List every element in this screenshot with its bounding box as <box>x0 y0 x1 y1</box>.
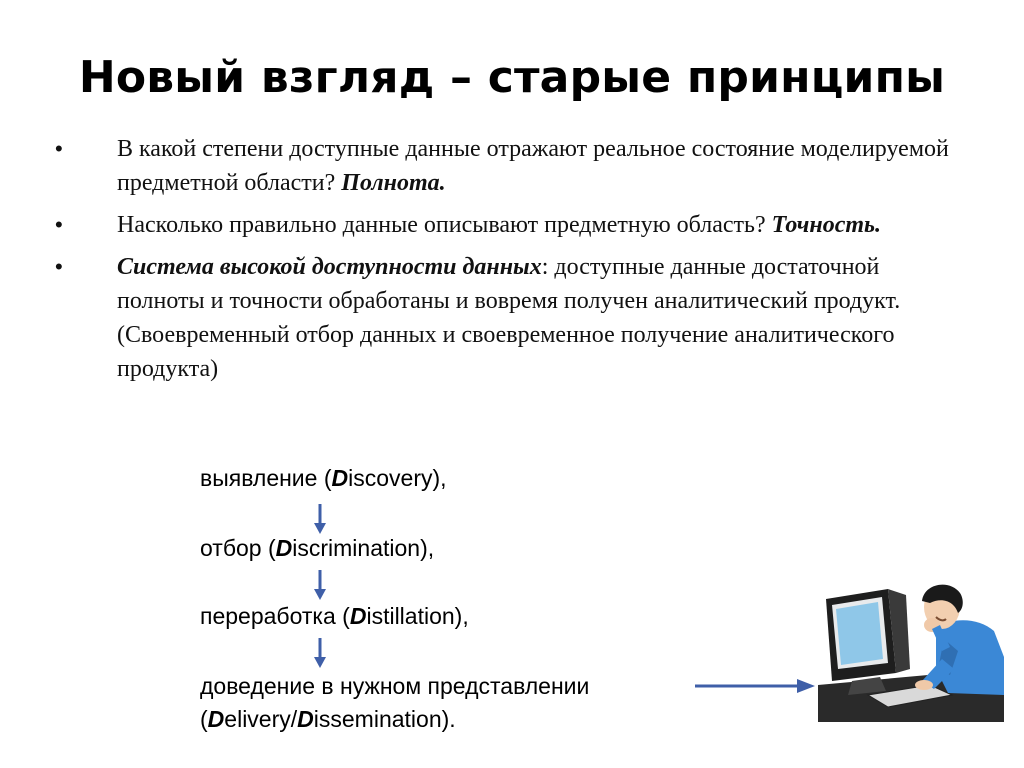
bullet-emphasis: Система высокой доступности данных <box>117 254 542 280</box>
flow-step-initial: D <box>331 465 349 491</box>
flow-step-prefix: отбор ( <box>200 535 276 561</box>
bullet-marker: • <box>55 212 63 237</box>
slide-title: Новый взгляд – старые принципы <box>78 52 946 103</box>
flow-step-prefix: выявление ( <box>200 465 332 491</box>
bullet-item-completeness <box>55 132 955 200</box>
flow-step-distillation <box>200 600 469 633</box>
bullet-emphasis: Полнота. <box>341 170 446 196</box>
bullet-text: Насколько правильно данные описывают предметную область? <box>117 212 772 238</box>
flow-step-discovery <box>200 462 447 495</box>
flow-step-discrimination <box>200 532 434 565</box>
flow-step-initial: D <box>207 706 225 732</box>
flow-step-prefix: переработка ( <box>200 603 350 629</box>
flow-step-suffix: issemination). <box>313 706 456 732</box>
flow-step-delivery <box>200 670 589 736</box>
down-arrow-icon <box>314 638 326 668</box>
flow-step-suffix: istillation), <box>366 603 469 629</box>
flow-step-initial: D <box>297 706 314 732</box>
bullet-text: : доступные данные достаточной полноты и точности обработаны и вовремя получен аналитический продукт. (Своевременный отбор данных и своевременное получение аналитического продукта) <box>117 254 901 382</box>
down-arrow-icon <box>314 504 326 534</box>
flow-step-line2 <box>200 703 589 736</box>
flow-step-initial: D <box>349 603 367 629</box>
flow-step-suffix: iscrimination), <box>292 535 435 561</box>
bullet-marker: • <box>55 254 63 279</box>
down-arrow-icon <box>314 570 326 600</box>
flow-step-mid: elivery/ <box>224 706 298 732</box>
bullet-list <box>55 132 955 394</box>
person-at-computer-icon <box>818 577 1004 722</box>
flow-step-initial: D <box>275 535 293 561</box>
bullet-marker: • <box>55 136 63 161</box>
bullet-text: В какой степени доступные данные отражают реальное состояние моделируемой предметной области? <box>117 136 949 196</box>
flow-step-paren: ( <box>200 706 208 732</box>
flow-step-suffix: iscovery), <box>348 465 447 491</box>
bullet-emphasis: Точность. <box>771 212 881 238</box>
bullet-item-accuracy <box>55 208 955 242</box>
bullet-item-high-availability <box>55 250 955 386</box>
flow-step-prefix: доведение в нужном представлении <box>200 673 590 699</box>
right-arrow-icon <box>695 676 815 696</box>
